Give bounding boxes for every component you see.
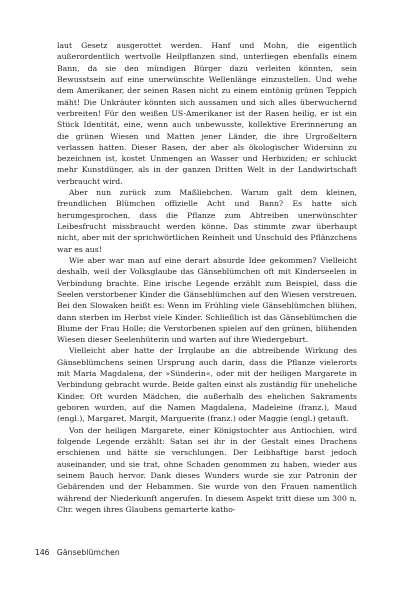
paragraph: laut Gesetz ausgerottet werden. Hanf und Mohn, die eigentlich außerordentlich wertvolle Heilpflanzen sind, unterliegen ebenfalls einem Bann, da sie den mündigen Bürger dazu verleiten könnten, sein Bewusstsein auf eine unerwünschte Wellenlänge einzustellen. Und wehe dem Amerikaner, der seinen Rasen nicht zu einem eintönig grünen Teppich mäht! Die Unkräuter könnten sich aussamen und sich alles überwuchernd verbreiten! Für den weißen US-Amerikaner ist der Rasen heilig, er ist ein Stück Identität, eine, wenn auch unbewusste, kollektive Ererinnerung an die grünen Wiesen und Matten jener Länder, die ihre Urgroßeltern verlassen hatten. Dieser Rasen, der aber als ökologischer Widersinn zu bezeichnen ist, kostet Unmengen an Wasser und Herbiziden; er schluckt mehr Kunstdünger, als in der ganzen Dritten Welt in der Landwirtschaft verbraucht wird. [57, 41, 357, 186]
running-title: Gänseblümchen [56, 548, 120, 557]
page-body [57, 40, 357, 515]
paragraph: Von der heiligen Margarete, einer Königstochter aus Antiochien, wird folgende Legende erzählt: Satan sei ihr in der Gestalt eines Drachens erschienen und hätte sie verschlungen. Der Leibhaftige barst jedoch auseinander, und sie trat, ohne Schaden genommen zu haben, wieder aus seinem Bauch hervor. Dank dieses Wunders wurde sie zur Patronin der Gebärenden und der Hebammen. Sie wurde von den Frauen namentlich während der Niederkunft angerufen. In diesem Aspekt tritt diese um 300 n. Chr. wegen ihres Glaubens gemarterte katho- [57, 425, 357, 514]
page-footer [35, 548, 120, 557]
paragraph: Wie aber war man auf eine derart absurde Idee gekommen? Vielleicht deshalb, weil der Volksglaube das Gänseblümchen oft mit Kinderseelen in Verbindung brachte. Eine irische Legende erzählt zum Beispiel, dass die Seelen verstorbener Kinder die Gänseblümchen auf den Wiesen verstreuen. Bei den Slowaken heißt es: Wenn im Frühling viele Gänseblümchen blühen, dann sterben im Herbst viele Kinder. Schließlich ist das Gänseblümchen die Blume der Frau Holle; die Verstorbenen spielen auf den grünen, blühenden Wiesen dieser Seelenhüterin und warten auf ihre Wiedergeburt. [57, 255, 357, 345]
paragraph: Vielleicht aber hatte der Irrglaube an die abtreibende Wirkung des Gänseblümchens seinen Ursprung auch darin, dass die Pflanze vielerorts mit Maria Magdalena, der »Sünderin«, oder mit der heiligen Margarete in Verbindung gebracht wurde. Beide galten einst als zuständig für uneheliche Kinder. Oft wurden Mädchen, die außerhalb des ehelichen Sakraments geboren wurden, auf die Namen Magdalena, Madeleine (franz.), Maud (engl.), Margaret, Margit, Marguerite (franz.) oder Maggie (engl.) getauft. [57, 346, 357, 424]
page-number: 146 [35, 548, 50, 557]
paragraph: Aber nun zurück zum Maßliebchen. Warum galt dem kleinen, freundlichen Blümchen offizielle Acht und Bann? Es hatte sich herumgesprochen, dass die Pflanze zum Abtreiben unerwünschter Leibesfrucht missbraucht werden könne. Das stimmte zwar überhaupt nicht, aber mit der sprichwörtlichen Reinheit und Unschuld des Pflänzchens war es aus! [57, 188, 357, 254]
